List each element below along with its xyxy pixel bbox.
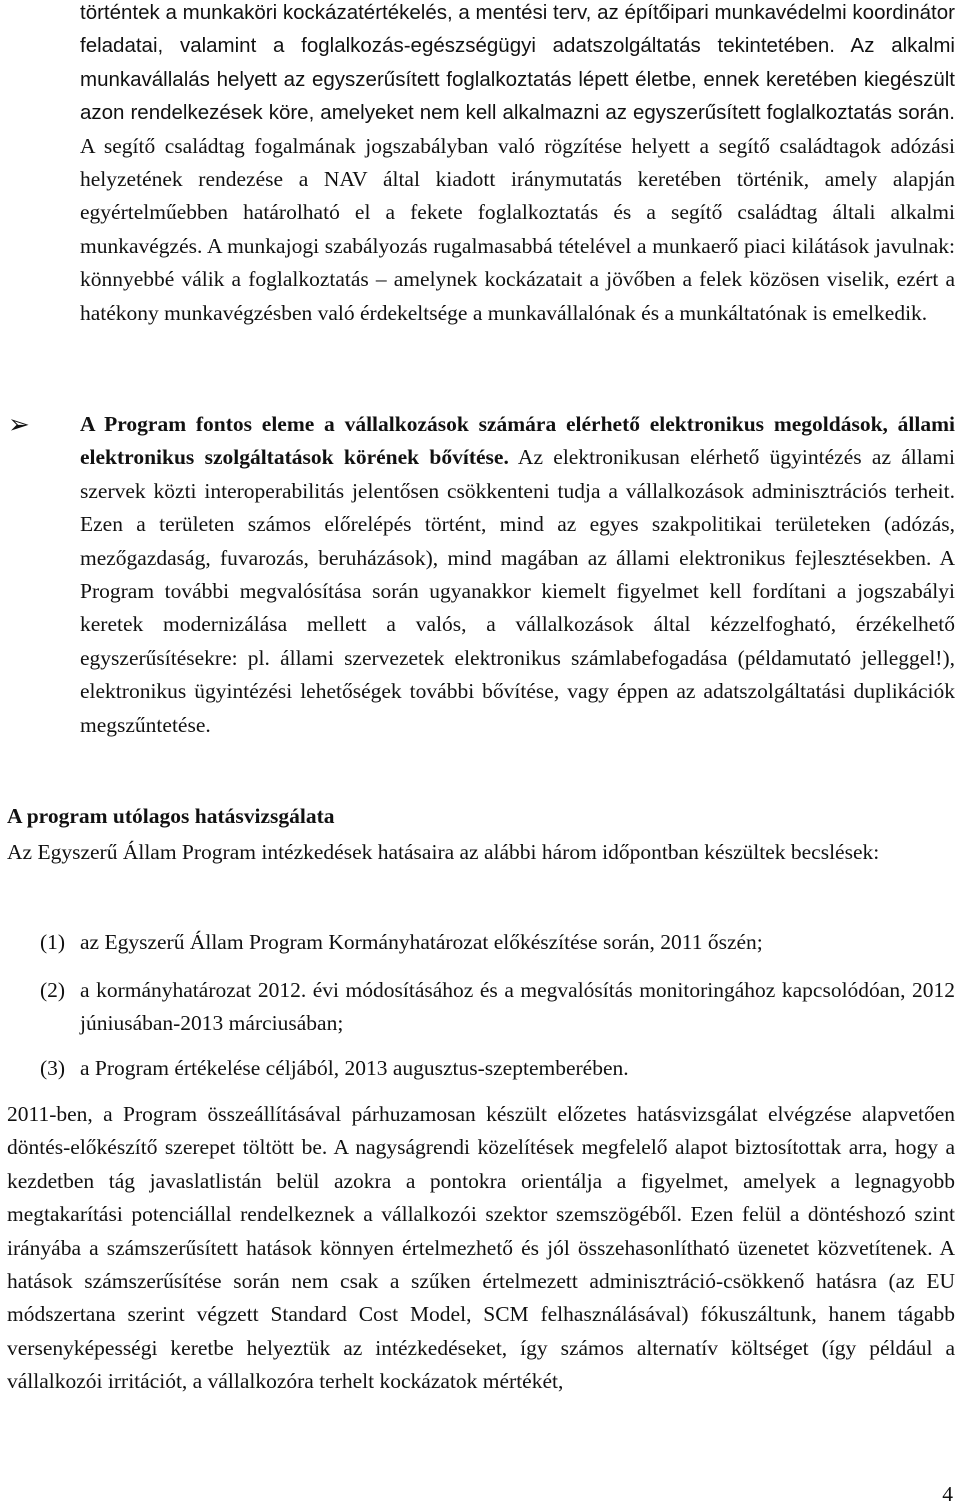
arrow-bullet-icon: ➢	[8, 410, 30, 440]
list-number: (2)	[40, 978, 66, 1002]
list-text: az Egyszerű Állam Program Kormányhatározat előkészítése során, 2011 őszén;	[80, 930, 763, 954]
list-number: (1)	[40, 930, 66, 954]
list-text: a Program értékelése céljából, 2013 augusztus-szeptemberében.	[80, 1056, 629, 1080]
section-heading: A program utólagos hatásvizsgálata	[7, 804, 335, 828]
list-text: a kormányhatározat 2012. évi módosításához és a megvalósítás monitoringához kapcsolódóan, 2012 júniusában-2013 márciusában;	[80, 978, 955, 1036]
bullet-body-text: Az elektronikusan elérhető ügyintézés az állami szervek közti interoperabilitás jelentősen csökkenteni tudja a vállalkozások adminisztrációs terheit. Ezen a területen számos előrelépés történt, mind az egyes szakpolitikai területeken (adózás, mezőgazdaság, fuvarozás, beruházások), mind magában az állami elektronikus fejlesztésekben. A Program további megvalósítása során ugyanakkor kiemelt figyelmet kell fordítani a jogszabályi keretek modernizálása mellett a valós, a vállalkozások által kézzelfogható, érzékelhető egyszerűsítésekre: pl. állami szervezetek elektronikus számlabefogadása (példamutató jelleggel!), elektronikus ügyintézési lehetőségek további bővítése, vagy éppen az adatszolgáltatási duplikációk megszűntetése.	[80, 445, 955, 737]
page-number: 4	[942, 1482, 953, 1506]
section-intro: Az Egyszerű Állam Program intézkedések hatásaira az alábbi három időpontban készültek becslések:	[7, 840, 880, 864]
paragraph-1-sans-text: történtek a munkaköri kockázatértékelés, a mentési terv, az építőipari munkavédelmi koordinátor feladatai, valamint a foglalkozás-egészségügyi adatszolgáltatás tekintetében. Az alkalmi munkavállalás helyett az egyszerűsített foglalkoztatás lépett életbe, ennek keretében kiegészült azon rendelkezések köre, amelyeket nem kell alkalmazni az egyszerűsített foglalkoztatás során.	[80, 1, 955, 125]
list-number: (3)	[40, 1056, 66, 1080]
paragraph-1-serif-text: A segítő családtag fogalmának jogszabályban való rögzítése helyett a segítő családtagok adózási helyzetének rendezése a NAV által kiadott iránymutatás keretében történik, amely alapján egyértelműebben határolható el a fekete foglalkoztatás és a segítő családtag általi alkalmi munkavégzés. A munkajogi szabályozás rugalmasabbá tételével a munkaerő piaci kilátások javulnak: könnyebbé válik a foglalkoztatás – amelynek kockázatait a jövőben a felek közösen viselik, ezért a hatékony munkavégzésben való érdekeltsége a munkavállalónak és a munkáltatónak is emelkedik.	[80, 133, 955, 325]
closing-paragraph: 2011-ben, a Program összeállításával párhuzamosan készült előzetes hatásvizsgálat elvégzése alapvetően döntés-előkészítő szerepet töltött be. A nagyságrendi közelítések megfelelő alapot biztosítottak arra, hogy a kezdetben tág javaslatlistán belül azokra a pontokra orientálja a figyelmet, amelyek a legnagyobb megtakarítási potenciállal rendelkeznek a vállalkozói szektor szemszögéből. Ezen felül a döntéshozó szint irányába a számszerűsített hatások könnyen értelmezhető és jól összehasonlítható üzenetet közvetítenek. A hatások számszerűsítése során nem csak a szűken értelmezett adminisztráció-csökkenő hatásra (az EU módszertana szerint végzett Standard Cost Model, SCM felhasználásával) fókuszáltunk, hanem tágabb versenyképességi keretbe helyeztük az intézkedéseket, így számos alternatív költséget (így például a vállalkozói irritációt, a vállalkozóra terhelt kockázatok mértékét,	[7, 1102, 955, 1394]
bullet-paragraph	[80, 408, 955, 742]
bullet-bold-text: A Program fontos eleme a vállalkozások számára elérhető elektronikus megoldások, állami elektronikus szolgáltatások körének bővítése.	[80, 412, 955, 470]
body-paragraph-1	[80, 0, 955, 330]
